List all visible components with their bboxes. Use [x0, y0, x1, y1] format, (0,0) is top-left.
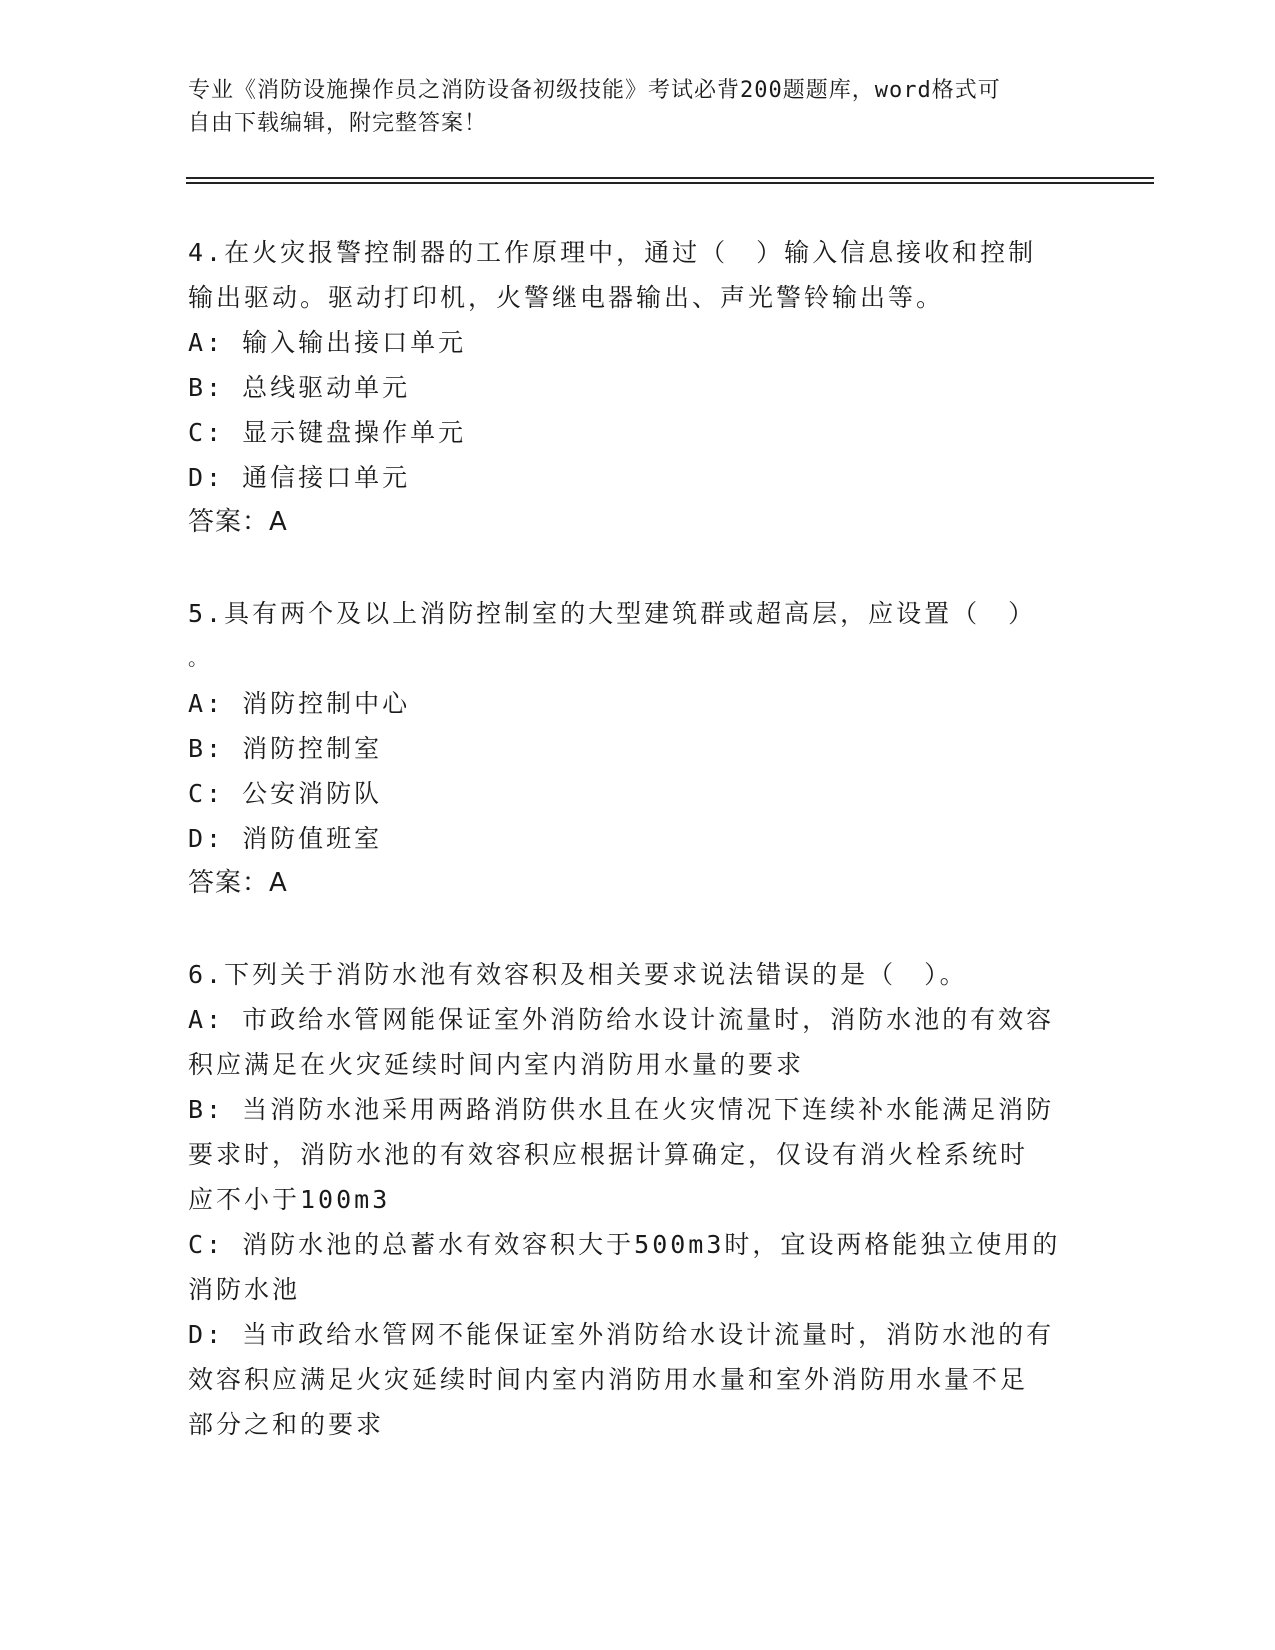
option-c-continued: 消防水池: [188, 1275, 301, 1304]
document-header: [188, 74, 1068, 140]
option-d-continued: 效容积应满足火灾延续时间内室内消防用水量和室外消防用水量不足: [188, 1365, 1029, 1394]
header-divider-bottom: [186, 182, 1154, 184]
option-d: D: 当市政给水管网不能保证室外消防给水设计流量时，消防水池的有: [188, 1320, 1055, 1349]
question-stem: 5.具有两个及以上消防控制室的大型建筑群或超高层，应设置（ ）: [188, 599, 1037, 628]
option-c: C: 公安消防队: [188, 779, 383, 808]
question-list: [188, 230, 1088, 1493]
question-stem-continued: 输出驱动。驱动打印机，火警继电器输出、声光警铃输出等。: [188, 283, 945, 312]
question-4: [188, 230, 1088, 545]
option-b: B: 消防控制室: [188, 734, 383, 763]
option-c: C: 显示键盘操作单元: [188, 418, 467, 447]
question-6: [188, 952, 1088, 1447]
option-d: D: 消防值班室: [188, 824, 383, 853]
question-stem: 4.在火灾报警控制器的工作原理中，通过（ ）输入信息接收和控制: [188, 238, 1037, 267]
option-b-continued: 要求时，消防水池的有效容积应根据计算确定，仅设有消火栓系统时: [188, 1140, 1029, 1169]
option-a-continued: 积应满足在火灾延续时间内室内消防用水量的要求: [188, 1050, 805, 1079]
question-stem: 6.下列关于消防水池有效容积及相关要求说法错误的是（ ）。: [188, 960, 968, 989]
option-d-continued: 部分之和的要求: [188, 1410, 385, 1439]
option-d: D: 通信接口单元: [188, 463, 411, 492]
answer-line: 答案：A: [188, 868, 288, 898]
option-b: B: 当消防水池采用两路消防供水且在火灾情况下连续补水能满足消防: [188, 1095, 1055, 1124]
option-b-continued: 应不小于100m3: [188, 1185, 391, 1214]
question-5: [188, 591, 1088, 906]
option-b: B: 总线驱动单元: [188, 373, 411, 402]
header-line-2: 自由下载编辑，附完整答案！: [188, 111, 488, 136]
option-c: C: 消防水池的总蓄水有效容积大于500m3时，宜设两格能独立使用的: [188, 1230, 1061, 1259]
header-divider-top: [186, 177, 1154, 179]
answer-line: 答案：A: [188, 507, 288, 537]
question-stem-continued: 。: [188, 646, 211, 670]
header-line-1: 专业《消防设施操作员之消防设备初级技能》考试必背200题题库，word格式可: [188, 78, 1001, 103]
option-a: A: 消防控制中心: [188, 689, 411, 718]
option-a: A: 输入输出接口单元: [188, 328, 467, 357]
option-a: A: 市政给水管网能保证室外消防给水设计流量时，消防水池的有效容: [188, 1005, 1055, 1034]
